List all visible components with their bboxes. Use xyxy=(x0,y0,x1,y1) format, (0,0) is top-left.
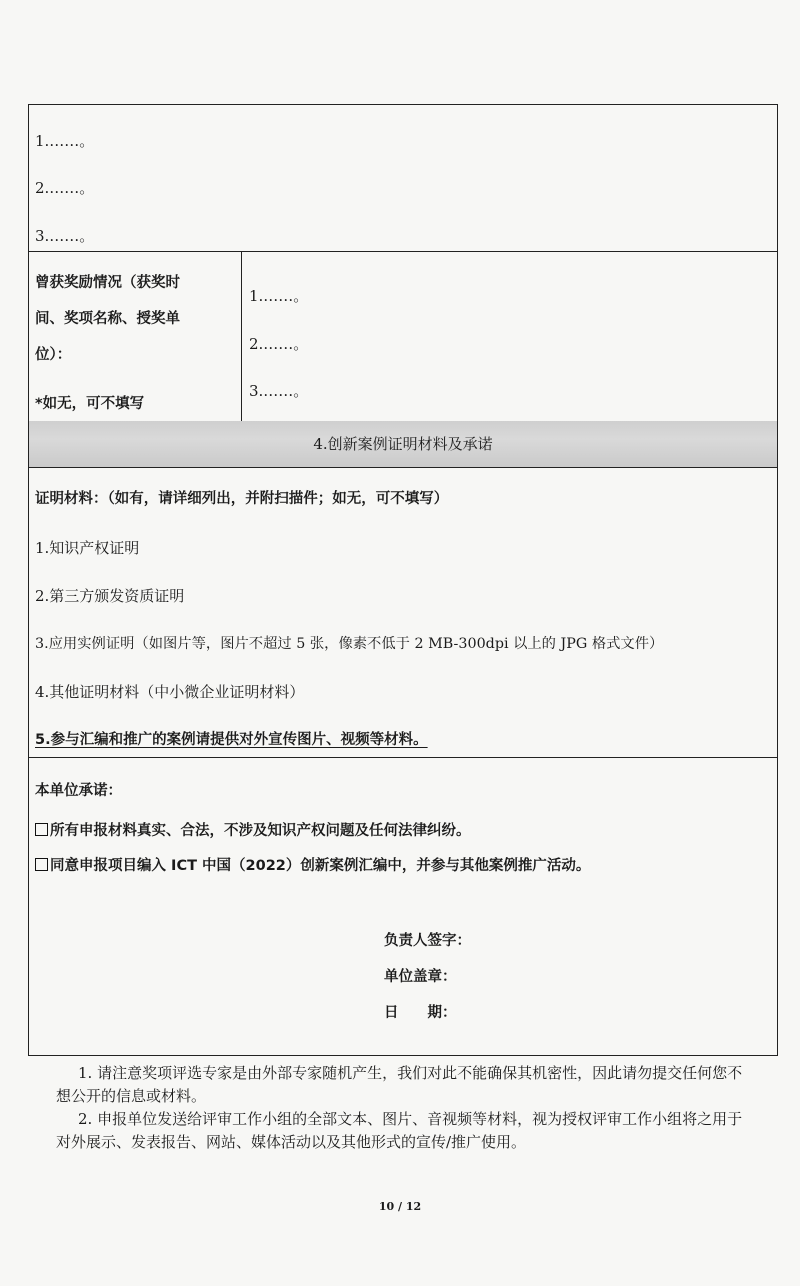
section-title: 4.创新案例证明材料及承诺 xyxy=(313,435,493,453)
commitment-heading: 本单位承诺： xyxy=(35,783,122,799)
awards-item-1: 1.……。 xyxy=(249,287,309,305)
materials-heading: 证明材料：（如有，请详细列出，并附扫描件；如无，可不填写） xyxy=(35,491,449,507)
materials-item-4: 4.其他证明材料（中小微企业证明材料） xyxy=(35,683,305,701)
awards-label-line-3: 位）： xyxy=(35,347,72,363)
awards-item-2: 2.……。 xyxy=(249,335,309,353)
note-1: 1. 请注意奖项评选专家是由外部专家随机产生，我们对此不能确保其机密性，因此请勿提交任何您不想公开的信息或材料。 xyxy=(56,1064,743,1105)
awards-item-3: 3.……。 xyxy=(249,382,309,400)
commitment-check-1[interactable] xyxy=(35,821,471,841)
top-list-item-1: 1.……。 xyxy=(35,132,95,150)
section-header xyxy=(29,421,777,467)
note-2: 2. 申报单位发送给评审工作小组的全部文本、图片、音视频等材料，视为授权评审工作小组将之用于对外展示、发表报告、网站、媒体活动以及其他形式的宣传/推广使用。 xyxy=(56,1110,743,1151)
column-divider xyxy=(241,251,242,421)
checkbox-label: 同意申报项目编入 ICT 中国（2022）创新案例汇编中，并参与其他案例推广活动。 xyxy=(50,858,591,874)
commitment-check-2[interactable] xyxy=(35,856,590,876)
materials-item-3: 3.应用实例证明（如图片等，图片不超过 5 张，像素不低于 2 MB-300dpi 以上的 JPG 格式文件） xyxy=(35,636,664,652)
materials-item-5: 5.参与汇编和推广的案例请提供对外宣传图片、视频等材料。 xyxy=(35,732,428,748)
notes xyxy=(56,1062,756,1154)
divider xyxy=(29,251,777,252)
divider xyxy=(29,467,777,468)
checkbox-label: 所有申报材料真实、合法，不涉及知识产权问题及任何法律纠纷。 xyxy=(50,823,471,839)
divider xyxy=(29,757,777,758)
awards-label-line-1: 曾获奖励情况（获奖时 xyxy=(35,275,180,291)
top-list-item-3: 3.……。 xyxy=(35,227,95,245)
materials-item-1: 1.知识产权证明 xyxy=(35,539,140,557)
checkbox[interactable] xyxy=(35,858,48,871)
form-table xyxy=(28,104,778,1056)
awards-label-line-2: 间、奖项名称、授奖单 xyxy=(35,311,180,327)
date-label: 日 期： xyxy=(384,1005,457,1021)
signature-label: 负责人签字： xyxy=(384,933,471,949)
top-list-item-2: 2.……。 xyxy=(35,179,95,197)
page-number: 10 / 12 xyxy=(378,1200,422,1213)
awards-optional-note: *如无，可不填写 xyxy=(35,396,145,412)
checkbox[interactable] xyxy=(35,823,48,836)
seal-label: 单位盖章： xyxy=(384,969,457,985)
materials-item-2: 2.第三方颁发资质证明 xyxy=(35,587,185,605)
